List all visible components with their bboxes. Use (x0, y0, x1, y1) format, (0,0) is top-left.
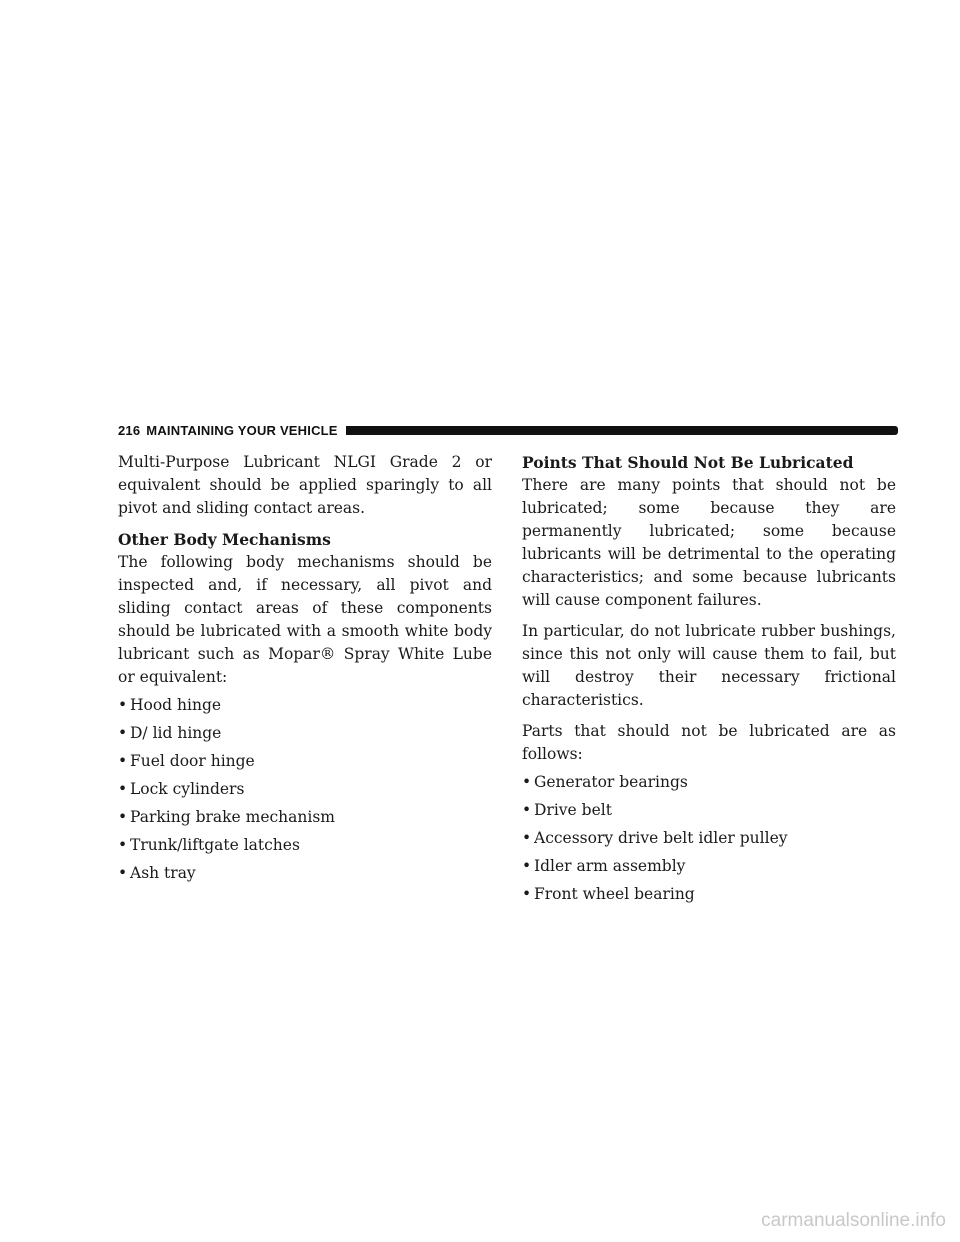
section-title: MAINTAINING YOUR VEHICLE (146, 422, 338, 438)
bullet-icon: • (118, 780, 128, 798)
list-item (118, 722, 492, 745)
bullet-icon: • (118, 864, 128, 882)
body-mechanisms-list (118, 694, 492, 885)
list-item-text: Generator bearings (534, 773, 688, 791)
list-item (522, 771, 896, 794)
list-item-text: Drive belt (534, 801, 612, 819)
list-item-text: Hood hinge (130, 696, 222, 714)
bullet-icon: • (118, 696, 128, 714)
list-item (118, 834, 492, 857)
left-column (118, 451, 492, 885)
list-item (118, 694, 492, 717)
bullet-icon: • (522, 885, 532, 903)
paragraph-parts-list-intro: Parts that should not be lubricated are as follows: (522, 722, 896, 763)
list-item-text: Accessory drive belt idler pulley (534, 829, 788, 847)
list-item-text: Parking brake mechanism (130, 808, 335, 826)
footer-watermark: carmanualsonline.info (761, 1210, 946, 1231)
parts-not-lubricated-list (522, 771, 896, 906)
list-item (522, 883, 896, 906)
list-item-text: Idler arm assembly (534, 857, 686, 875)
page-number: 216 (118, 422, 141, 438)
bullet-icon: • (118, 752, 128, 770)
paragraph-many-points: There are many points that should not be lubricated; some because they are permanently lubricated; some because lubricants will be detrimental to the operating characteristics; and some because lubricants will cause component failures. (522, 476, 896, 609)
bullet-icon: • (522, 773, 532, 791)
list-item-text: Fuel door hinge (130, 752, 255, 770)
list-item-text: Ash tray (130, 864, 196, 882)
paragraph-rubber-bushings: In particular, do not lubricate rubber bushings, since this not only will cause them to fail, but will destroy their necessary frictional characteristics. (522, 622, 896, 709)
list-item (522, 827, 896, 850)
section-heading-other-body-mechanisms: Other Body Mechanisms (118, 530, 331, 549)
bullet-icon: • (118, 808, 128, 826)
body-mechanisms-paragraph: The following body mechanisms should be inspected and, if necessary, all pivot and sliding contact areas of these components should be lubricated with a smooth white body lubricant such as Mopar® Spray White Lube or equivalent: (118, 553, 492, 686)
bullet-icon: • (118, 724, 128, 742)
list-item-text: Trunk/liftgate latches (130, 836, 300, 854)
list-item (118, 778, 492, 801)
bullet-icon: • (522, 857, 532, 875)
list-item (522, 799, 896, 822)
list-item-text: Lock cylinders (130, 780, 245, 798)
section-heading-points-not-lubricated: Points That Should Not Be Lubricated (522, 453, 854, 472)
list-item (118, 862, 492, 885)
right-column (522, 451, 896, 906)
list-item-text: D/ lid hinge (130, 724, 222, 742)
bullet-icon: • (522, 829, 532, 847)
bullet-icon: • (118, 836, 128, 854)
list-item (522, 855, 896, 878)
bullet-icon: • (522, 801, 532, 819)
intro-paragraph: Multi-Purpose Lubricant NLGI Grade 2 or equivalent should be applied sparingly to all pivot and sliding contact areas. (118, 453, 492, 517)
list-item (118, 806, 492, 829)
list-item (118, 750, 492, 773)
page-header (118, 420, 898, 440)
header-rule (346, 426, 898, 435)
list-item-text: Front wheel bearing (534, 885, 695, 903)
